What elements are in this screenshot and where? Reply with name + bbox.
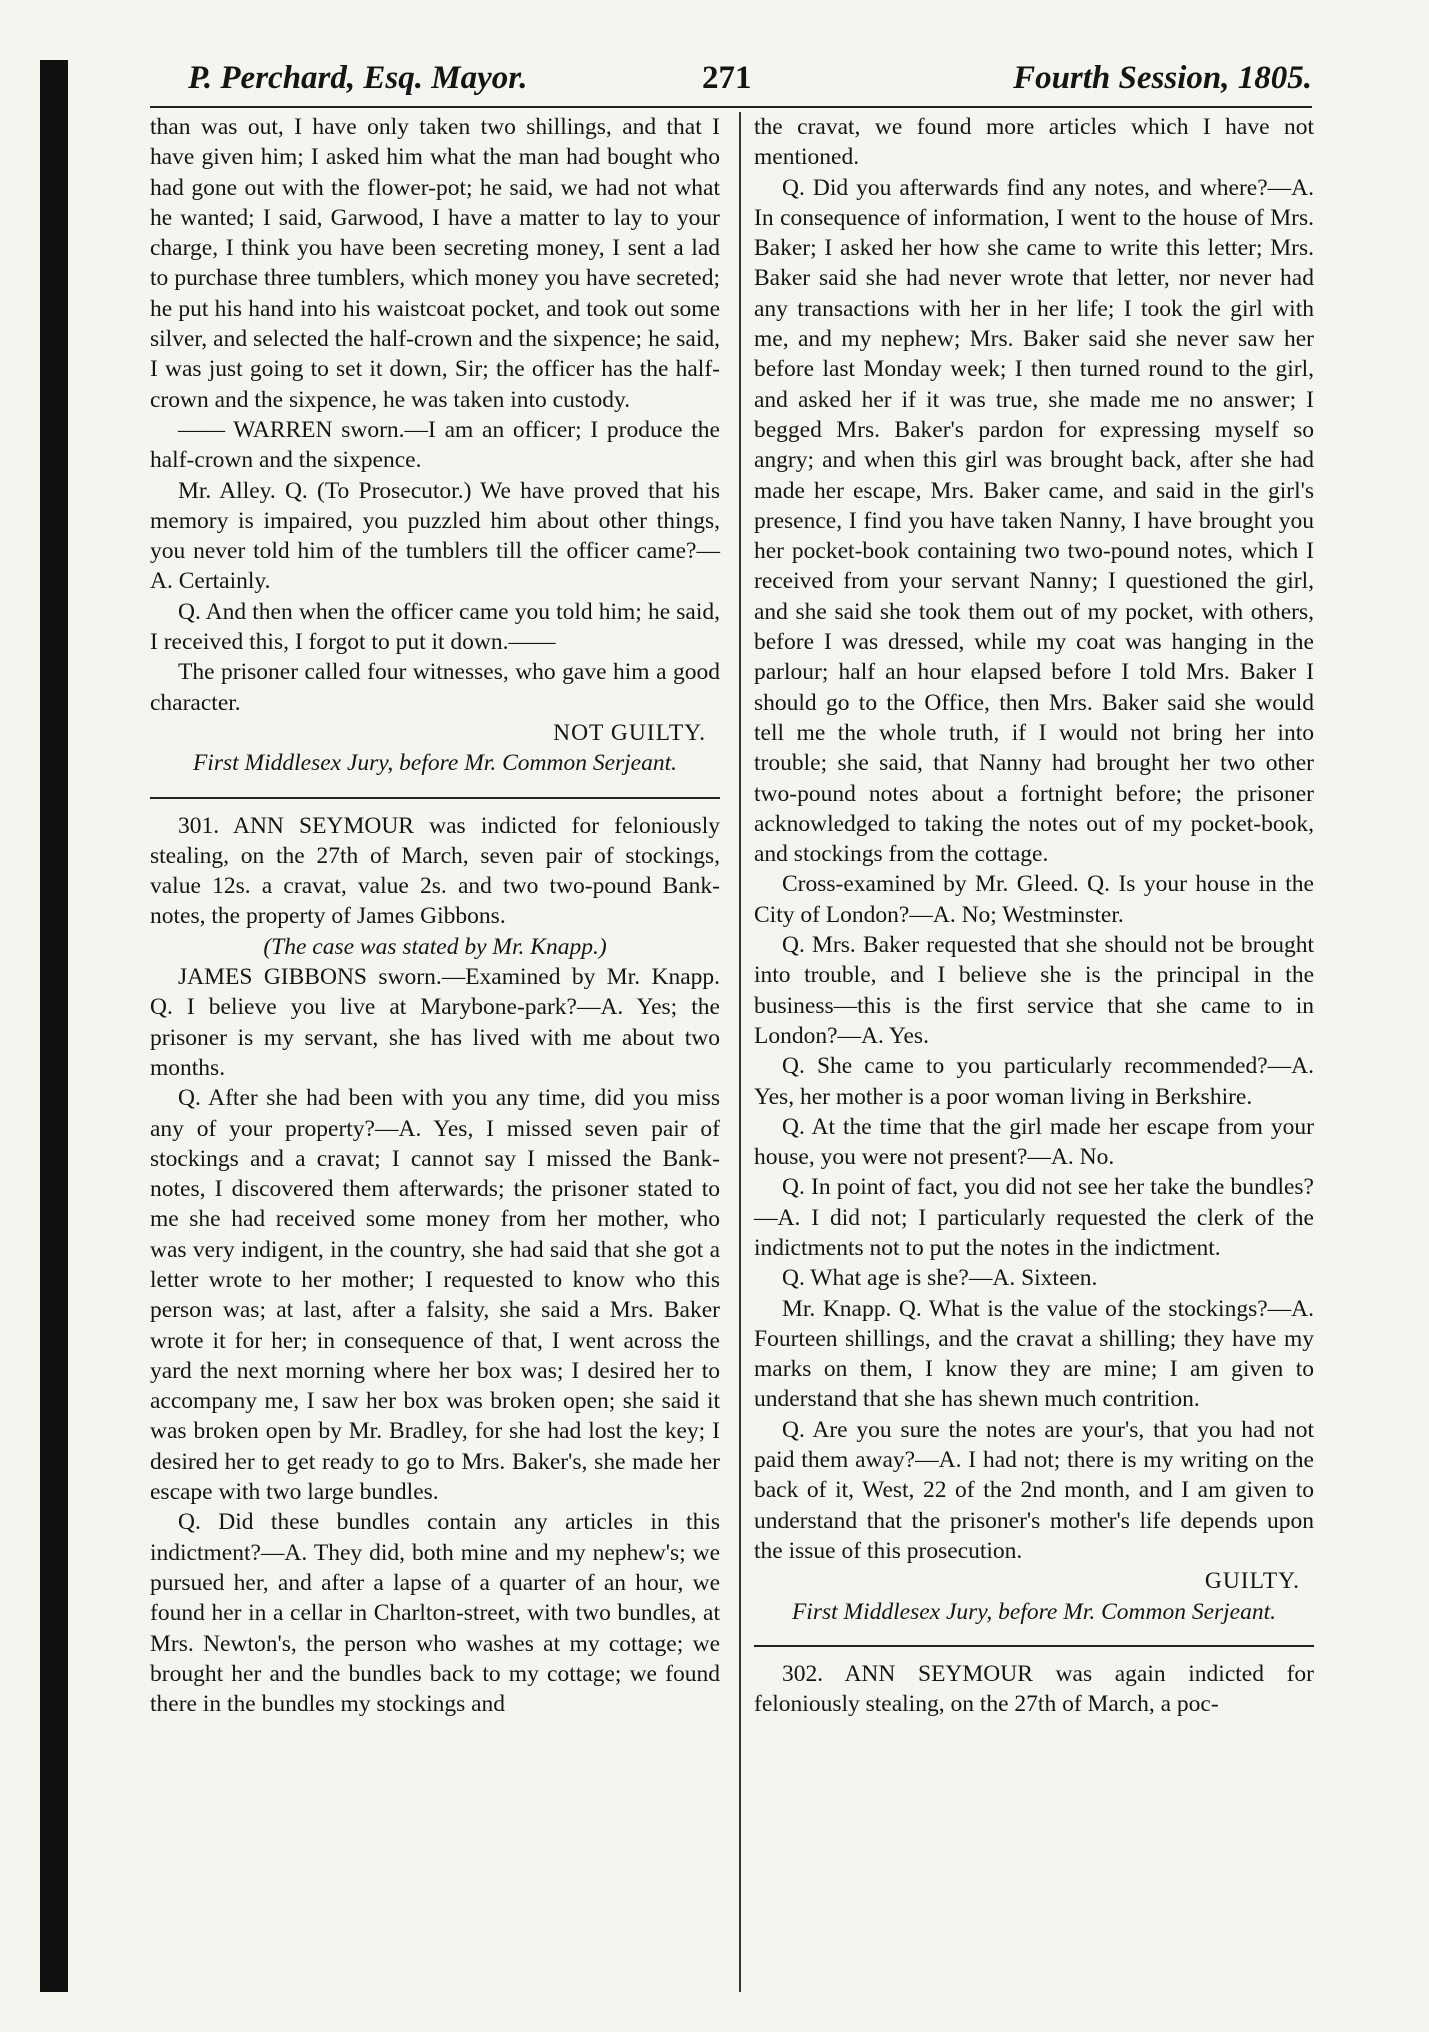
paragraph: Q. What age is she?—A. Sixteen. xyxy=(782,1265,1098,1292)
paragraph: The prisoner called four witnesses, who gave him a good character. xyxy=(150,659,720,716)
case-heading: 302. ANN SEYMOUR was again indicted for feloniously stealing, on the 27th of March, a poc- xyxy=(754,1660,1314,1718)
header-mayor: P. Perchard, Esq. Mayor. xyxy=(188,60,528,96)
right-column xyxy=(754,112,1314,1719)
paragraph: Q. And then when the officer came you told him; he said, I received this, I forgot to put it down.—— xyxy=(150,598,720,656)
paragraph: than was out, I have only taken two shillings, and that I have given him; I asked him what the man had bought who had gone out with the flower-pot; he said, we had not what he wanted; I said, Garwood, I have a matter to lay to your charge, I think you have been secreting money, I sent a lad to purchase three tumblers, which money you have secreted; he put his hand into his waistcoat pocket, and took out some silver, and selected the half-crown and the sixpence; he said, I was just going to set it down, Sir; the officer has the half-crown and the sixpence, he was taken into custody. xyxy=(150,114,720,413)
jury-note: First Middlesex Jury, before Mr. Common Serjeant. xyxy=(791,1598,1277,1625)
case-statement: (The case was stated by Mr. Knapp.) xyxy=(263,933,607,960)
paragraph: Mr. Knapp. Q. What is the value of the stockings?—A. Fourteen shillings, and the cravat a shilling; they have my marks on them, I know they are mine; I am given to understand that she has shewn much contrition. xyxy=(754,1295,1314,1413)
paragraph: Q. In point of fact, you did not see her take the bundles?—A. I did not; I particularly requested the clerk of the indictments not to put the notes in the indictment. xyxy=(754,1174,1314,1261)
page-number: 271 xyxy=(702,60,752,96)
header-session: Fourth Session, 1805. xyxy=(1013,60,1312,96)
paragraph: Q. Did you afterwards find any notes, and where?—A. In consequence of information, I went to the house of Mrs. Baker; I asked her how she came to write this letter; Mrs. Baker said she had never wrote that letter, nor never had any transactions with her in her life; I took the girl with me, and my nephew; Mrs. Baker said she never saw her before last Monday week; I then turned round to the girl, and asked her if it was true, she made me no answer; I begged Mrs. Baker's pardon for expressing myself so angry; and when this girl was brought back, after she had made her escape, Mrs. Baker came, and said in the girl's presence, I find you have taken Nanny, I have brought you her pocket-book containing two two-pound notes, which I received from your servant Nanny; I questioned the girl, and she said she took them out of my pocket, with others, before I was dressed, while my coat was hanging in the parlour; half an hour elapsed before I told Mrs. Baker I should go to the Office, then Mrs. Baker said she would tell me the whole truth, if I would not bring her into trouble; she said, that Nanny had brought her two other two-pound notes about a fortnight before; the prisoner acknowledged to taking the notes out of my pocket-book, and stockings from the cottage. xyxy=(754,174,1314,868)
jury-note: First Middlesex Jury, before Mr. Common Serjeant. xyxy=(192,750,678,777)
case-heading: 301. ANN SEYMOUR was indicted for feloniously stealing, on the 27th of March, seven pair of stockings, value 12s. a cravat, value 2s. and two two-pound Bank-notes, the property of James Gibbons. xyxy=(150,812,720,930)
left-column xyxy=(150,112,720,1719)
verdict: NOT GUILTY. xyxy=(553,719,706,746)
case-separator xyxy=(150,797,720,799)
paragraph: Q. Did these bundles contain any articles in this indictment?—A. They did, both mine and my nephew's; we pursued her, and after a lapse of a quarter of an hour, we found her in a cellar in Charlton-street, with two bundles, at Mrs. Newton's, the person who washes at my cottage; we brought her and the bundles back to my cottage; we found there in the bundles my stockings and xyxy=(150,1509,720,1718)
paragraph: Q. Are you sure the notes are your's, that you had not paid them away?—A. I had not; there is my writing on the back of it, West, 22 of the 2nd month, and I am given to understand that the prisoner's mother's life depends upon the issue of this prosecution. xyxy=(754,1416,1314,1564)
paragraph: Q. Mrs. Baker requested that she should not be brought into trouble, and I believe she is the principal in the business—this is the first service that she came to in London?—A. Yes. xyxy=(754,932,1314,1049)
paragraph: the cravat, we found more articles which I have not mentioned. xyxy=(754,114,1314,171)
verdict: GUILTY. xyxy=(1204,1568,1300,1595)
running-header xyxy=(150,52,1312,108)
header-rule xyxy=(150,106,1312,108)
column-divider xyxy=(739,112,741,1992)
paragraph: Q. She came to you particularly recommended?—A. Yes, her mother is a poor woman living in Berkshire. xyxy=(754,1053,1314,1110)
binding-shadow xyxy=(40,60,68,1992)
paragraph: Mr. Alley. Q. (To Prosecutor.) We have proved that his memory is impaired, you puzzled him about other things, you never told him of the tumblers till the officer came?—A. Certainly. xyxy=(150,477,720,595)
paragraph: —— WARREN sworn.—I am an officer; I produce the half-crown and the sixpence. xyxy=(150,416,720,474)
paragraph: Cross-examined by Mr. Gleed. Q. Is your house in the City of London?—A. No; Westminster. xyxy=(754,871,1314,928)
paragraph: Q. At the time that the girl made her escape from your house, you were not present?—A. No. xyxy=(754,1113,1314,1171)
paragraph: JAMES GIBBONS sworn.—Examined by Mr. Knapp. Q. I believe you live at Marybone-park?—A. Yes; the prisoner is my servant, she has lived with me about two months. xyxy=(150,964,720,1081)
case-separator xyxy=(754,1645,1314,1647)
paragraph: Q. After she had been with you any time, did you miss any of your property?—A. Yes, I missed seven pair of stockings and a cravat; I cannot say I missed the Bank-notes, I discovered them afterwards; the prisoner stated to me she had received some money from her mother, who was very indigent, in the country, she had said that she got a letter wrote to her mother; I requested to know who this person was; at last, after a falsity, she said a Mrs. Baker wrote it for her; in consequence of that, I went across the yard the next morning where her box was; I desired her to accompany me, I saw her box was broken open; she said it was broken open by Mr. Bradley, for she had lost the key; I desired her to get ready to go to Mrs. Baker's, she made her escape with two large bundles. xyxy=(150,1085,720,1506)
